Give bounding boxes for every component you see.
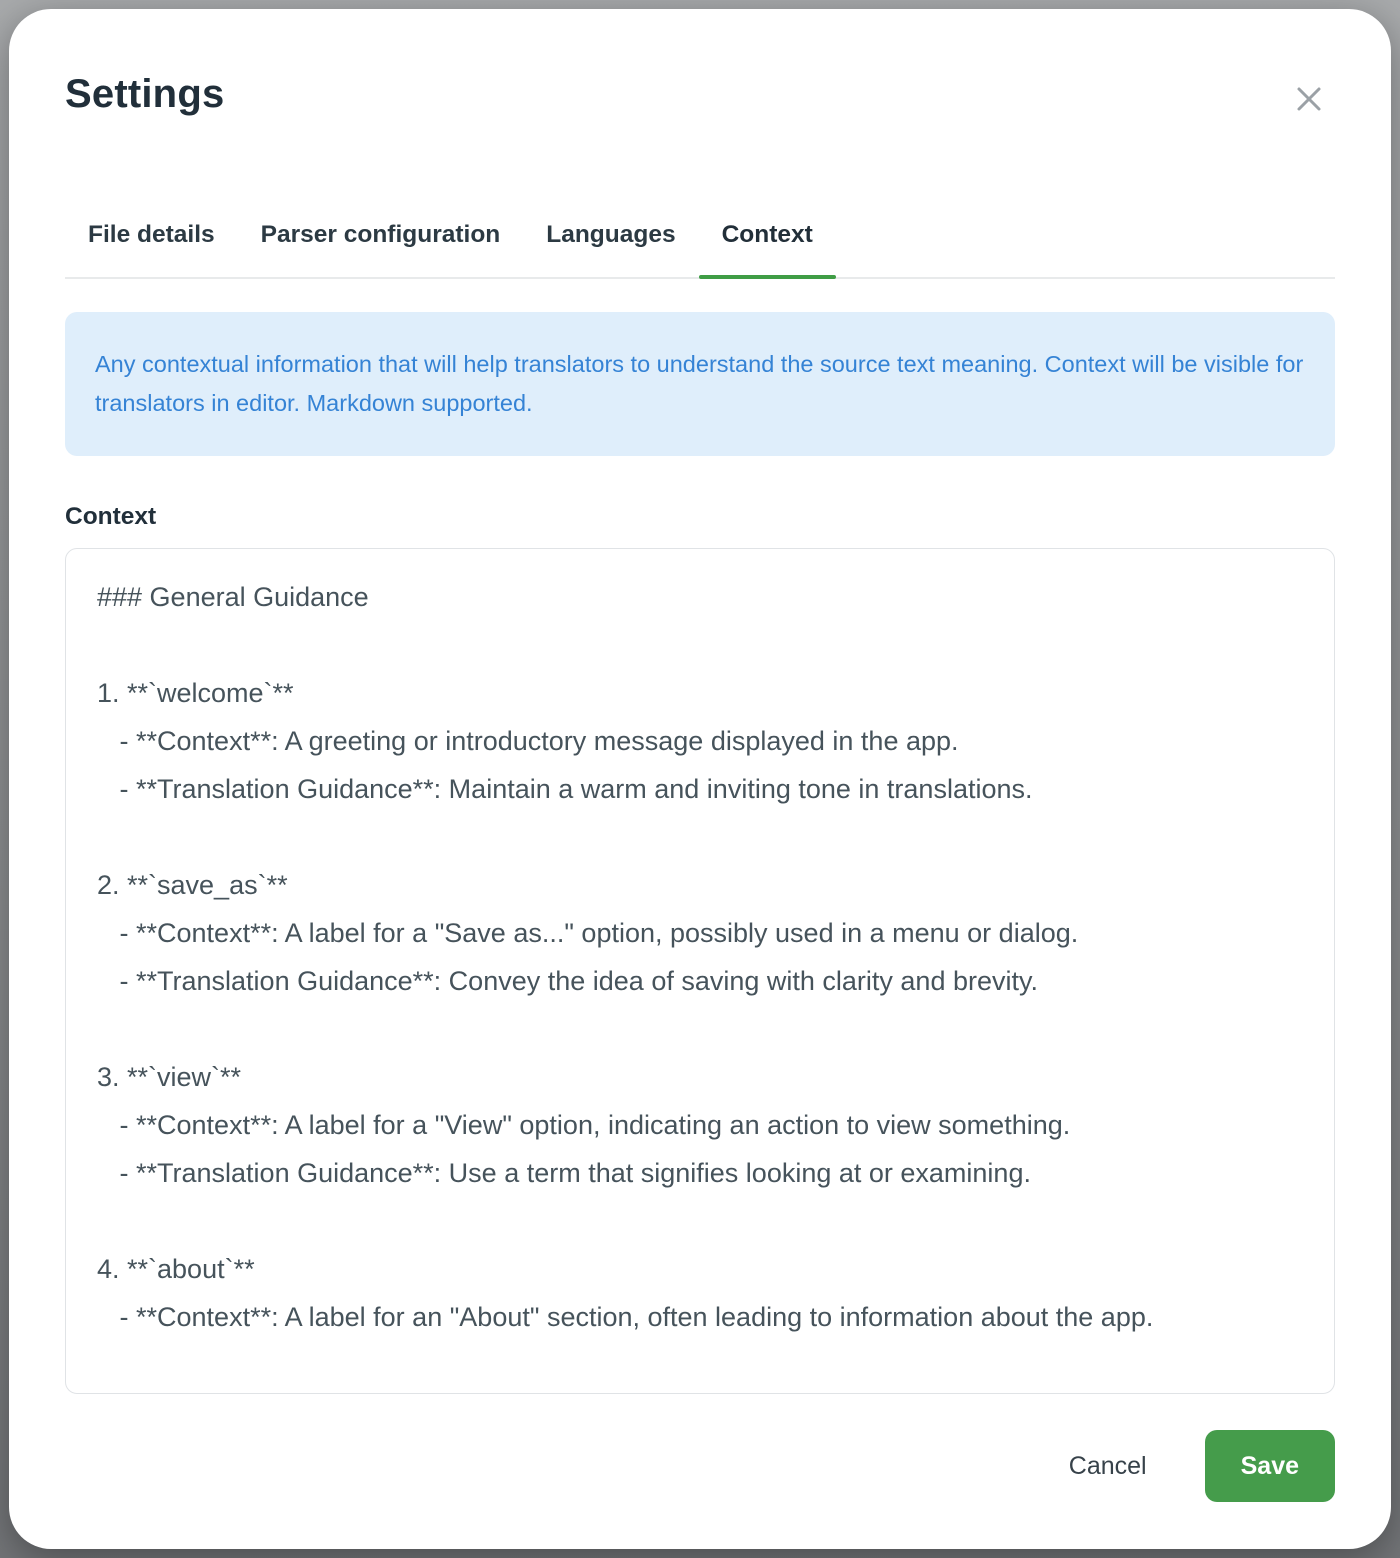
- tab-languages[interactable]: Languages: [523, 219, 698, 277]
- close-button[interactable]: [1287, 77, 1331, 121]
- context-info-banner: Any contextual information that will help translators to understand the source text meaning. Context will be visible for translators in editor. Markdown supported.: [65, 312, 1335, 456]
- modal-footer: [65, 1430, 1335, 1502]
- context-field-label: Context: [65, 503, 157, 530]
- page-title: Settings: [65, 72, 225, 116]
- tab-context[interactable]: Context: [699, 219, 836, 277]
- settings-modal: [9, 9, 1391, 1549]
- tab-file-details[interactable]: File details: [65, 219, 238, 277]
- settings-tabs: [65, 219, 1335, 279]
- save-button[interactable]: Save: [1205, 1430, 1335, 1502]
- context-input[interactable]: [65, 548, 1335, 1394]
- tab-parser-configuration[interactable]: Parser configuration: [238, 219, 524, 277]
- cancel-button[interactable]: Cancel: [1065, 1442, 1151, 1491]
- modal-header: [65, 71, 1335, 117]
- close-icon: [1292, 82, 1326, 116]
